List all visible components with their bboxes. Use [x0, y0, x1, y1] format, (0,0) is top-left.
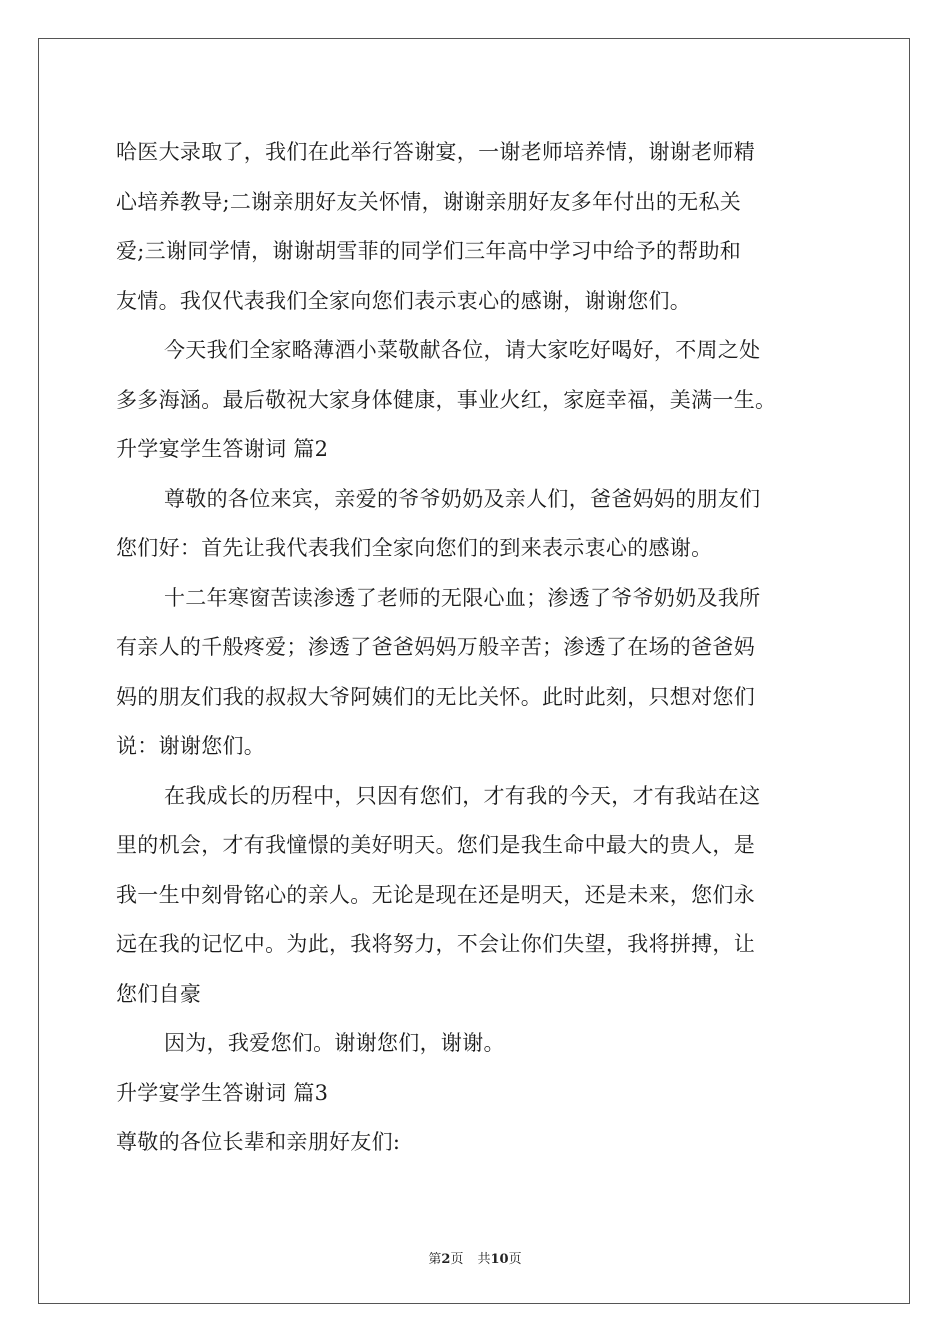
text-line: 您们好：首先让我代表我们全家向您们的到来表示衷心的感谢。 [116, 536, 713, 560]
text-line: 因为，我爱您们。谢谢您们，谢谢。 [164, 1031, 505, 1055]
text-line: 尊敬的各位来宾，亲爱的爷爷奶奶及亲人们，爸爸妈妈的朋友们 [164, 486, 761, 511]
page-current: 2 [441, 1252, 451, 1267]
text-line: 说：谢谢您们。 [116, 734, 266, 758]
text-line: 爱;三谢同学情，谢谢胡雪菲的同学们三年高中学习中给予的帮助和 [116, 239, 742, 263]
page-footer [0, 1248, 950, 1267]
text-line: 十二年寒窗苦读渗透了老师的无限心血；渗透了爷爷奶奶及我所 [164, 585, 761, 610]
text-line: 多多海涵。最后敬祝大家身体健康，事业火红，家庭幸福，美满一生。 [116, 387, 777, 412]
text-line: 远在我的记忆中。为此，我将努力，不会让你们失望，我将拼搏，让 [116, 932, 755, 956]
text-line: 妈的朋友们我的叔叔大爷阿姨们的无比关怀。此时此刻，只想对您们 [116, 684, 755, 709]
text-line: 友情。我仅代表我们全家向您们表示衷心的感谢，谢谢您们。 [116, 288, 692, 313]
text-line: 在我成长的历程中，只因有您们，才有我的今天，才有我站在这 [164, 783, 761, 808]
document-body [116, 128, 846, 1168]
total-unit: 页 [508, 1252, 522, 1267]
text-line: 我一生中刻骨铭心的亲人。无论是现在还是明天，还是未来，您们永 [116, 882, 755, 907]
page-unit: 页 [450, 1252, 464, 1267]
section-heading: 升学宴学生答谢词 篇3 [116, 1080, 329, 1105]
text-line: 尊敬的各位长辈和亲朋好友们: [116, 1130, 401, 1154]
text-line: 有亲人的千般疼爱；渗透了爸爸妈妈万般辛苦；渗透了在场的爸爸妈 [116, 635, 755, 659]
page-total: 10 [490, 1252, 509, 1267]
text-line: 里的机会，才有我憧憬的美好明天。您们是我生命中最大的贵人，是 [116, 833, 755, 857]
total-prefix: 共 [477, 1252, 491, 1267]
section-heading: 升学宴学生答谢词 篇2 [116, 437, 329, 461]
text-line: 哈医大录取了，我们在此举行答谢宴，一谢老师培养情，谢谢老师精 [116, 140, 755, 164]
text-line: 您们自豪 [116, 981, 202, 1006]
text-line: 今天我们全家略薄酒小菜敬献各位，请大家吃好喝好，不周之处 [164, 338, 761, 362]
page-prefix: 第 [428, 1252, 442, 1267]
text-line: 心培养教导;二谢亲朋好友关怀情，谢谢亲朋好友多年付出的无私关 [116, 189, 742, 214]
